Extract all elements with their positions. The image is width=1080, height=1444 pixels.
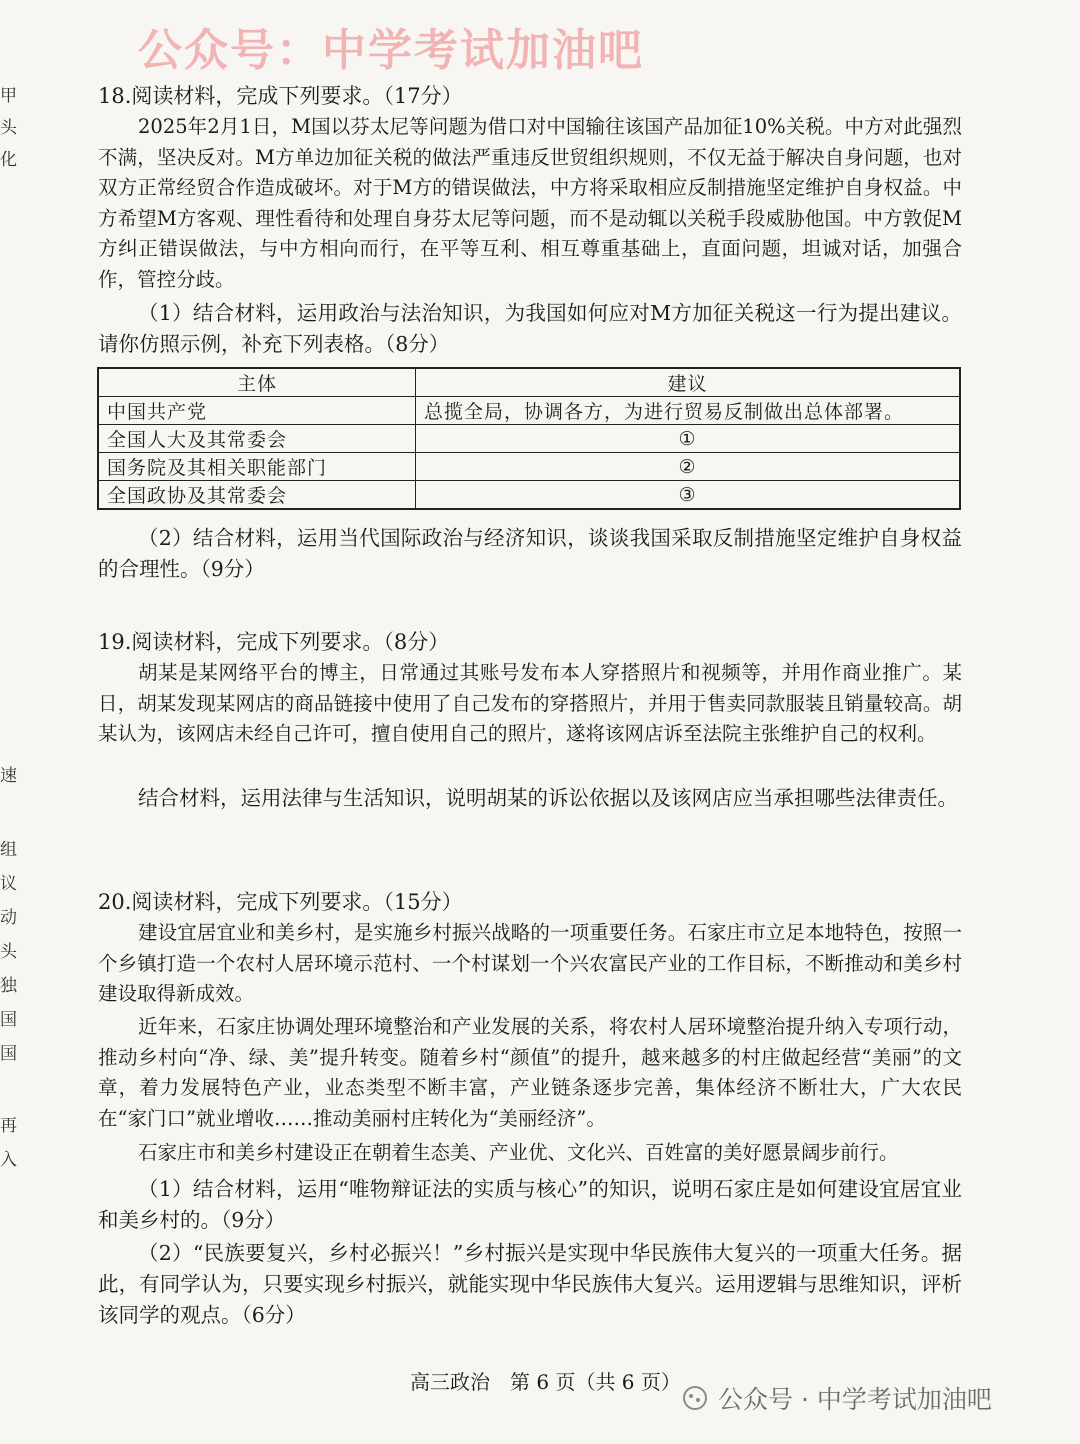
table-cell-advice: 总揽全局，协调各方，为进行贸易反制做出总体部署。 (416, 397, 961, 425)
page-footer: 高三政治 第 6 页（共 6 页） (410, 1370, 681, 1394)
q18-part1: （1）结合材料，运用政治与法治知识，为我国如何应对M方加征关税这一行为提出建议。请你仿照示例，补充下列表格。（8分） (98, 301, 962, 356)
table-cell-subject: 中国共产党 (98, 397, 416, 425)
table-header-subject: 主体 (98, 368, 416, 397)
margin-char: 速 (0, 766, 17, 786)
q19-question: 结合材料，运用法律与生活知识，说明胡某的诉讼依据以及该网店应当承担哪些法律责任。 (138, 786, 958, 810)
q18-advice-table (97, 367, 961, 510)
table-row (98, 397, 960, 425)
margin-char: 独 (0, 976, 17, 996)
margin-char: 头 (0, 942, 17, 962)
margin-char: 组 (0, 840, 17, 860)
q18-part2: （2）结合材料，运用当代国际政治与经济知识，谈谈我国采取反制措施坚定维护自身权益的合理性。（9分） (98, 526, 962, 581)
margin-char: 国 (0, 1010, 17, 1030)
q19-material: 胡某是某网络平台的博主，日常通过其账号发布本人穿搭照片和视频等，并用作商业推广。某日，胡某发现某网店的商品链接中使用了自己发布的穿搭照片，并用于售卖同款服装且销量较高。胡某认为，该网店未经自己许可，擅自使用自己的照片，遂将该网店诉至法院主张维护自己的权利。 (98, 661, 962, 745)
table-cell-subject: 国务院及其相关职能部门 (98, 453, 416, 481)
q20-material-1: 建设宜居宜业和美乡村，是实施乡村振兴战略的一项重要任务。石家庄市立足本地特色，按照一个乡镇打造一个农村人居环境示范村、一个村谋划一个兴农富民产业的工作目标，不断推动和美乡村建设取得新成效。 (98, 921, 962, 1005)
q20-material-3: 石家庄市和美乡村建设正在朝着生态美、产业优、文化兴、百姓富的美好愿景阔步前行。 (138, 1141, 899, 1164)
margin-char: 化 (0, 150, 17, 170)
margin-char: 再 (0, 1116, 17, 1136)
table-cell-blank-3: ③ (416, 481, 961, 510)
margin-char: 国 (0, 1044, 17, 1064)
margin-char: 甲 (0, 86, 17, 106)
q18-material: 2025年2月1日，M国以芬太尼等问题为借口对中国输往该国产品加征10%关税。中方对此强烈不满，坚决反对。M方单边加征关税的做法严重违反世贸组织规则，不仅无益于解决自身问题，也对双方正常经贸合作造成破坏。对于M方的错误做法，中方将采取相应反制措施坚定维护自身权益。中方希望M方客观、理性看待和处理自身芬太尼等问题，而不是动辄以关税手段威胁他国。中方敦促M方纠正错误做法，与中方相向而行，在平等互利、相互尊重基础上，直面问题，坦诚对话，加强合作，管控分歧。 (98, 115, 962, 291)
q19-heading: 19.阅读材料，完成下列要求。（8分） (98, 630, 450, 654)
table-row (98, 425, 960, 453)
watermark-bottom-text: 公众号 · 中学考试加油吧 (718, 1385, 992, 1414)
q20-material-2: 近年来，石家庄协调处理环境整治和产业发展的关系，将农村人居环境整治提升纳入专项行动，推动乡村向“净、绿、美”提升转变。随着乡村“颜值”的提升，越来越多的村庄做起经营“美丽”的文章，着力发展特色产业，业态类型不断丰富，产业链条逐步完善，集体经济不断壮大，广大农民在“家门口”就业增收……推动美丽村庄转化为“美丽经济”。 (98, 1015, 962, 1130)
table-row (98, 481, 960, 510)
q18-heading: 18.阅读材料，完成下列要求。（17分） (98, 84, 463, 108)
q20-part1: （1）结合材料，运用“唯物辩证法的实质与核心”的知识，说明石家庄是如何建设宜居宜业和美乡村的。（9分） (98, 1177, 962, 1232)
watermark-bottom (682, 1380, 992, 1416)
margin-char: 入 (0, 1150, 17, 1170)
margin-char: 头 (0, 118, 17, 138)
table-cell-blank-2: ② (416, 453, 961, 481)
watermark-top: 公众号：中学考试加油吧 (138, 25, 644, 76)
q20-part2: （2）“民族要复兴，乡村必振兴！”乡村振兴是实现中华民族伟大复兴的一项重大任务。据此，有同学认为，只要实现乡村振兴，就能实现中华民族伟大复兴。运用逻辑与思维知识，评析该同学的观点。（6分） (98, 1241, 962, 1327)
table-header-advice: 建议 (416, 368, 961, 397)
table-row (98, 453, 960, 481)
wechat-logo-icon (682, 1385, 708, 1411)
margin-char: 动 (0, 908, 17, 928)
table-header-row (98, 368, 960, 397)
q20-heading: 20.阅读材料，完成下列要求。（15分） (98, 890, 463, 914)
margin-char: 议 (0, 874, 17, 894)
table-cell-subject: 全国政协及其常委会 (98, 481, 416, 510)
table-cell-blank-1: ① (416, 425, 961, 453)
table-cell-subject: 全国人大及其常委会 (98, 425, 416, 453)
